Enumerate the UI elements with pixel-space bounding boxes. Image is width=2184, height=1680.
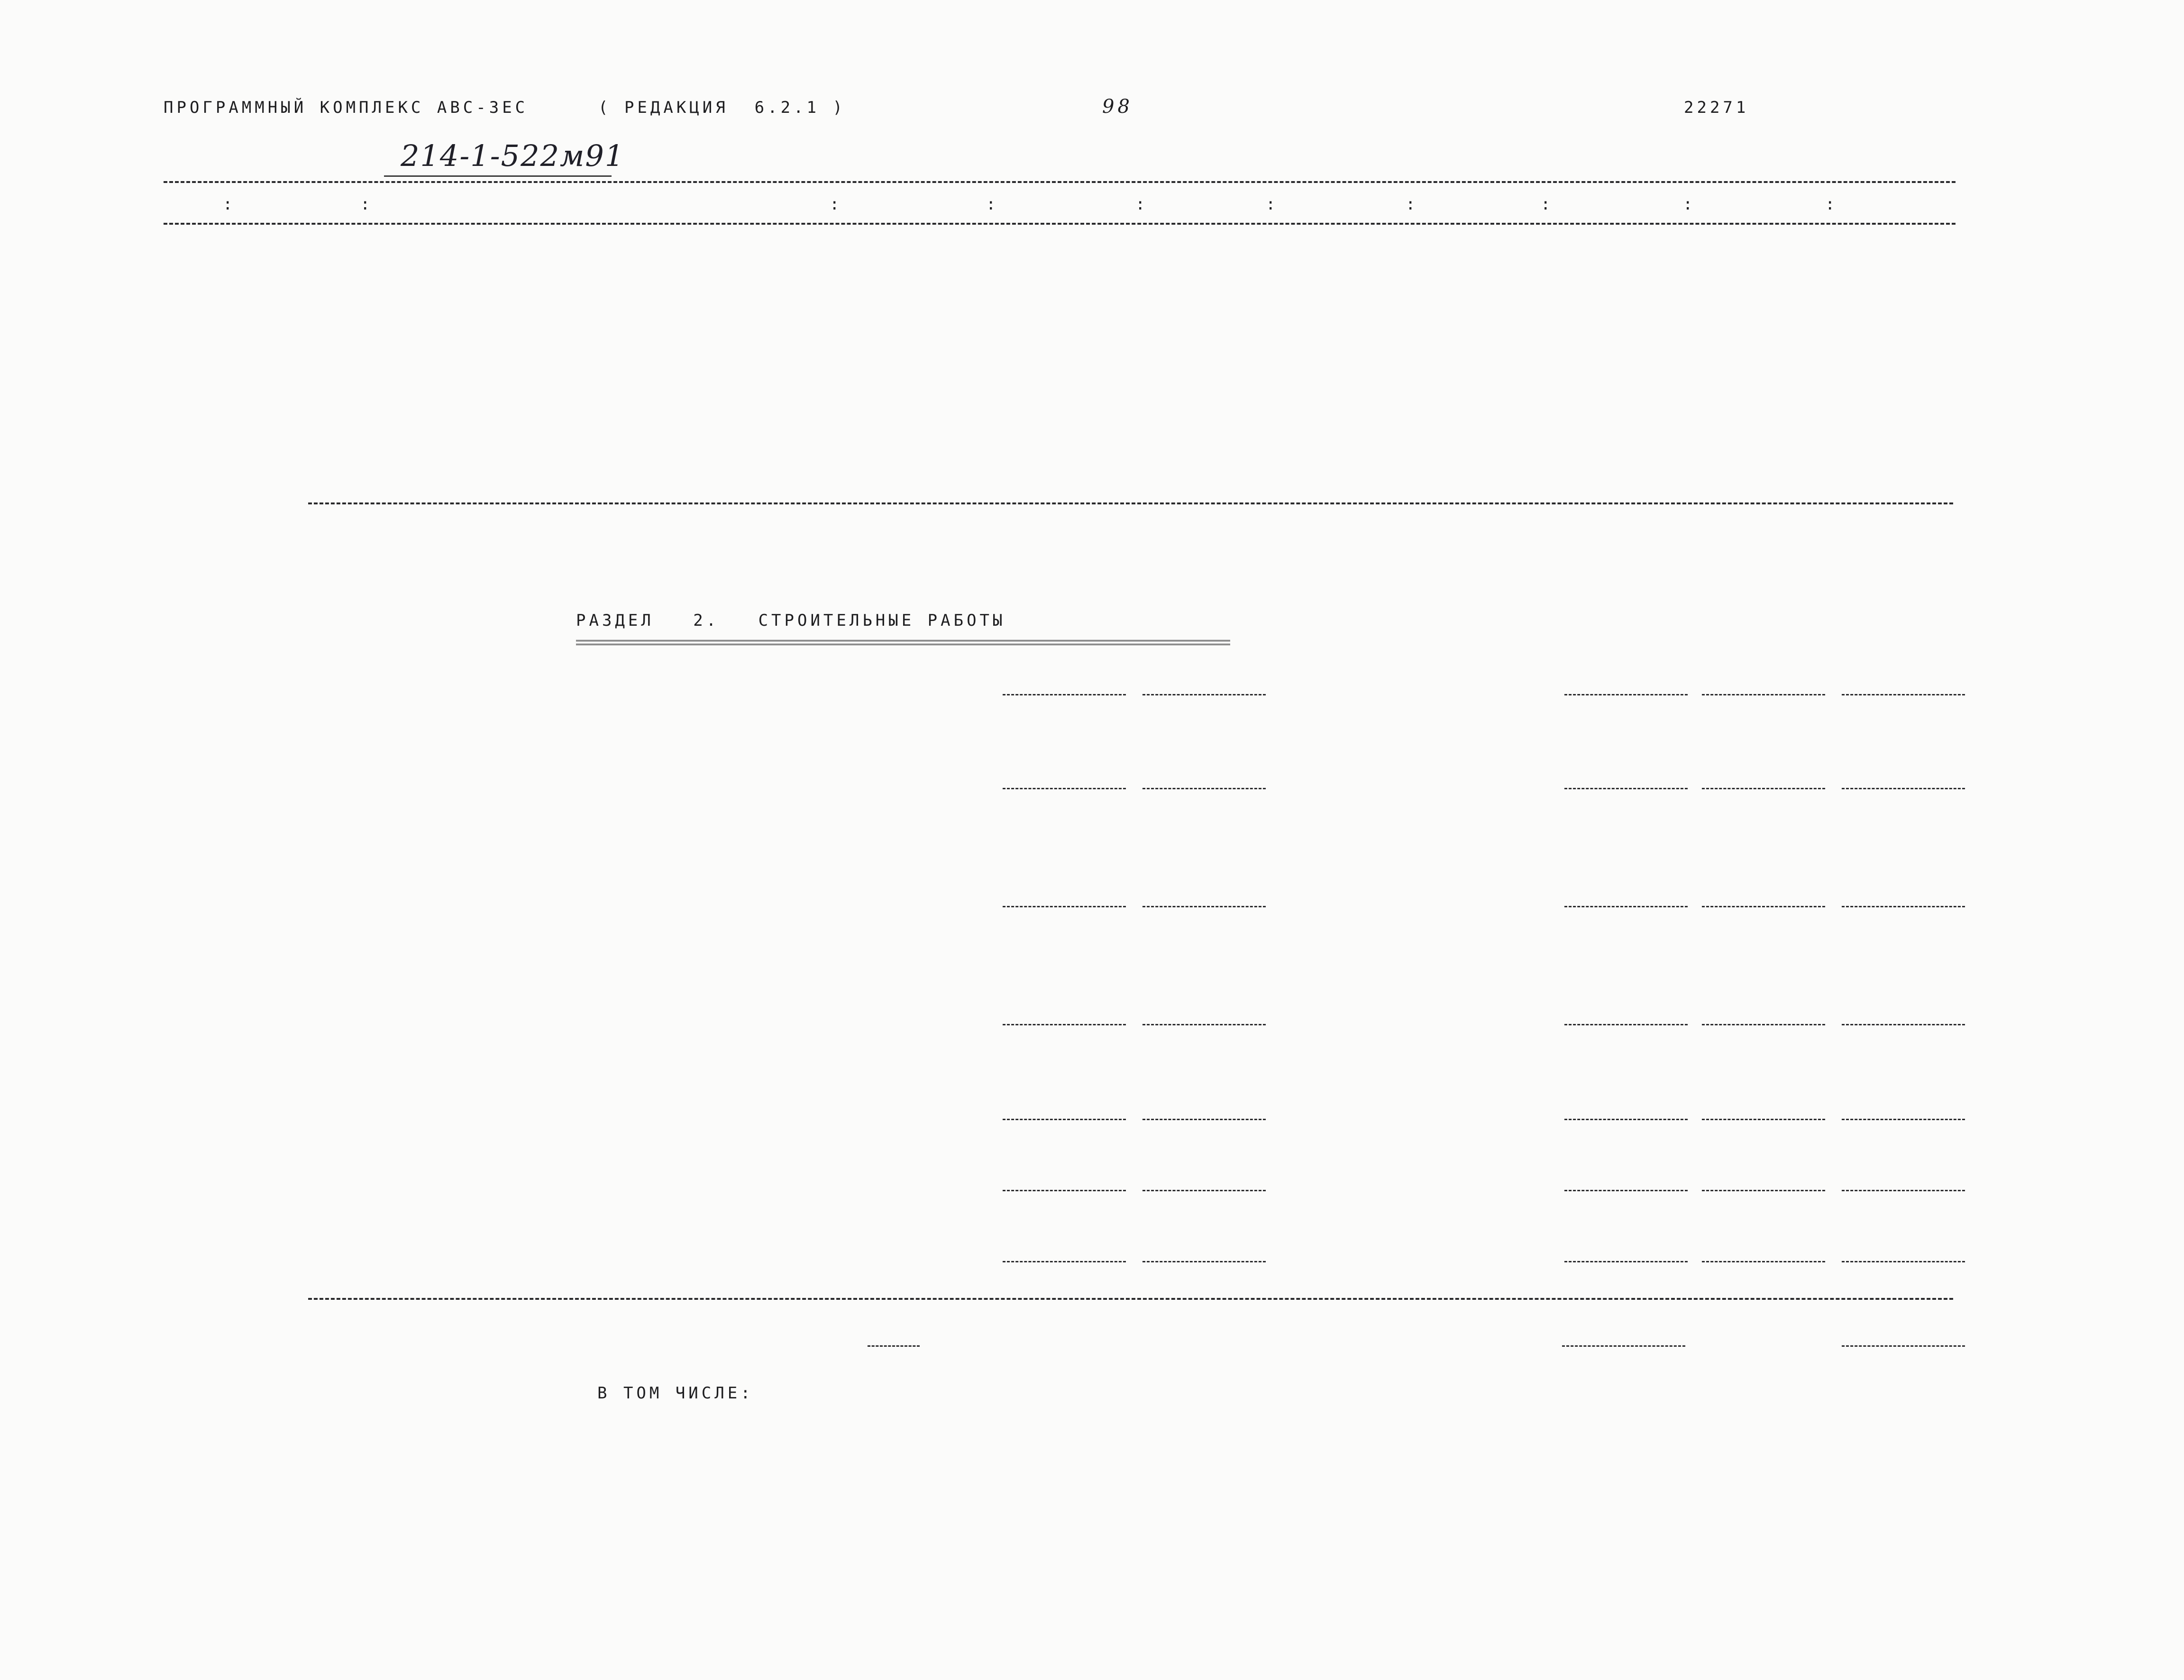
item-subline — [1142, 1190, 1266, 1191]
item-subline — [1564, 788, 1688, 789]
column-separator: : — [1266, 195, 1279, 214]
item-subline — [1564, 694, 1688, 695]
item-subline — [1142, 788, 1266, 789]
column-separator: : — [1135, 195, 1149, 214]
section2-title: РАЗДЕЛ 2. СТРОИТЕЛЬНЫЕ РАБОТЫ — [576, 611, 1006, 630]
direct-costs-subline — [1562, 1345, 1685, 1347]
item-subline — [1702, 906, 1825, 907]
item-subline — [1003, 1024, 1126, 1025]
item-subline — [1564, 1119, 1688, 1120]
item-subline — [1702, 1119, 1825, 1120]
section2-title-underline — [576, 640, 1230, 645]
summary-divider — [308, 502, 1953, 504]
handwritten-project-code: 214-1-522м91 — [401, 138, 625, 173]
item-subline — [1003, 906, 1126, 907]
item-subline — [1003, 1119, 1126, 1120]
item-subline — [1702, 1261, 1825, 1262]
item-subline — [1564, 906, 1688, 907]
page-number: 98 — [1102, 96, 1133, 118]
handwriting-underline — [384, 175, 612, 177]
column-separator: : — [1825, 195, 1838, 214]
item-subline — [1142, 1261, 1266, 1262]
item-subline — [1702, 1024, 1825, 1025]
item-subline — [1702, 694, 1825, 695]
direct-costs-subline — [1842, 1345, 1965, 1347]
direct-costs-unit-line — [868, 1345, 920, 1347]
document-code: 22271 — [1684, 98, 1749, 117]
item-subline — [1003, 1261, 1126, 1262]
item-subline — [1142, 1024, 1266, 1025]
item-subline — [1564, 1261, 1688, 1262]
item-subline — [1842, 788, 1965, 789]
column-separator: : — [1683, 195, 1696, 214]
item-subline — [1842, 1024, 1965, 1025]
column-separator: : — [1541, 195, 1554, 214]
including-title: В ТОМ ЧИСЛЕ: — [597, 1384, 754, 1403]
program-name: ПРОГРАММНЫЙ КОМПЛЕКС АВС-3ЕС — [164, 98, 529, 117]
edition-label: ( РЕДАКЦИЯ 6.2.1 ) — [598, 98, 846, 117]
item-subline — [1564, 1024, 1688, 1025]
item-subline — [1842, 1119, 1965, 1120]
item-subline — [1003, 1190, 1126, 1191]
item-subline — [1142, 694, 1266, 695]
item-subline — [1142, 906, 1266, 907]
item-subline — [1142, 1119, 1266, 1120]
column-separator: : — [830, 195, 843, 214]
table-top-border — [164, 181, 1956, 183]
item-subline — [1003, 694, 1126, 695]
item-subline — [1842, 694, 1965, 695]
column-separator: : — [360, 195, 374, 214]
items-bottom-border — [308, 1298, 1953, 1300]
item-subline — [1842, 1261, 1965, 1262]
item-subline — [1564, 1190, 1688, 1191]
column-separator: : — [1406, 195, 1419, 214]
item-subline — [1842, 906, 1965, 907]
item-subline — [1003, 788, 1126, 789]
item-subline — [1842, 1190, 1965, 1191]
item-subline — [1702, 788, 1825, 789]
column-separator: : — [986, 195, 999, 214]
column-header-border — [164, 223, 1956, 225]
column-separator: : — [223, 195, 236, 214]
item-subline — [1702, 1190, 1825, 1191]
